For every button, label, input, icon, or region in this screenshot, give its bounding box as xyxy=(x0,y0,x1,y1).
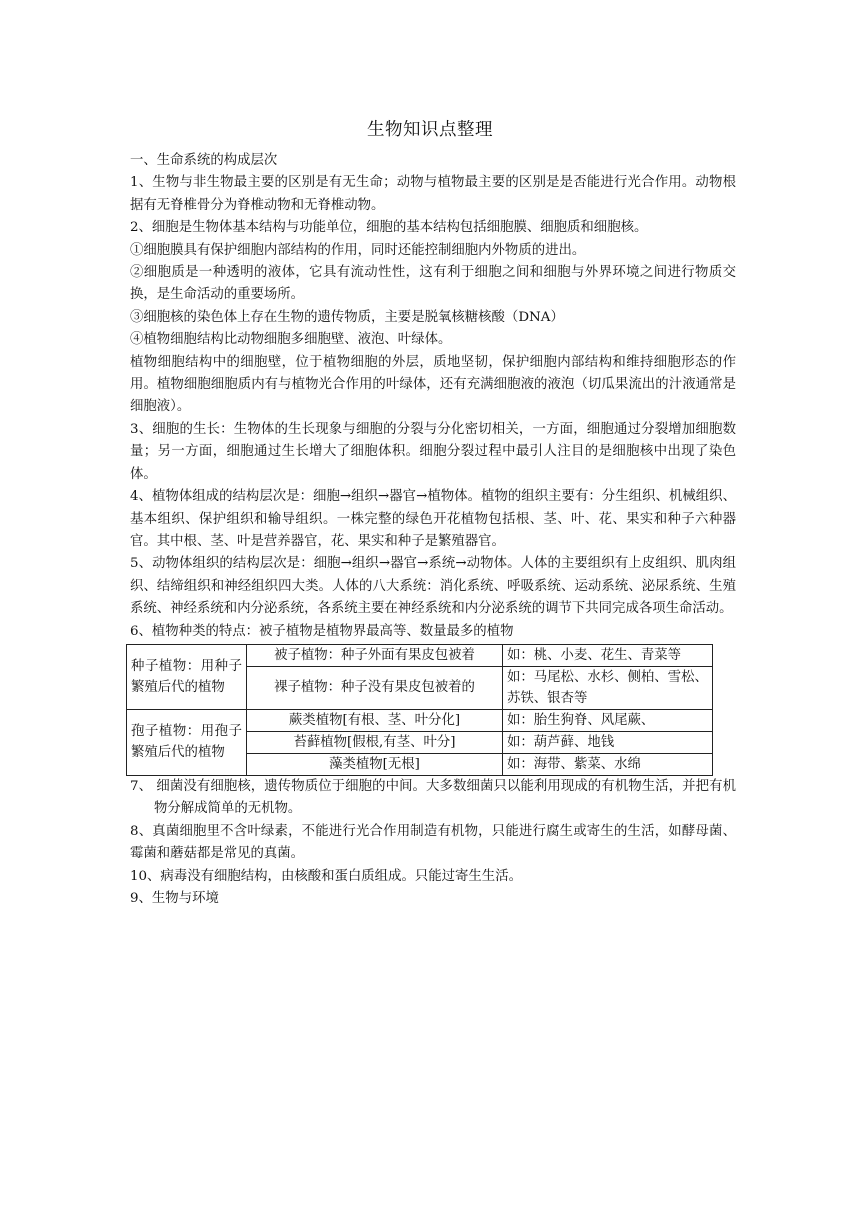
plant-type-cell: 蕨类植物[有根、茎、叶分化] xyxy=(247,709,503,731)
paragraph: 6、植物种类的特点：被子植物是植物界最高等、数量最多的植物 xyxy=(130,623,514,639)
paragraph: 4、植物体组成的结构层次是：细胞→组织→器官→植物体。植物的组织主要有：分生组织、机械组织、基本组织、保护组织和输导组织。一株完整的绿色开花植物包括根、茎、叶、花、果实和种子六种器官。其中根、茎、叶是营养器官，花、果实和种子是繁殖器官。 xyxy=(130,489,736,549)
paragraph: ②细胞质是一种透明的液体，它具有流动性性，这有利于细胞之间和细胞与外界环境之间进行物质交换，是生命活动的重要场所。 xyxy=(130,265,736,303)
paragraph: 3、细胞的生长：生物体的生长现象与细胞的分裂与分化密切相关，一方面，细胞通过分裂增加细胞数量；另一方面，细胞通过生长增大了细胞体积。细胞分裂过程中最引人注目的是细胞核中出现了染色体。 xyxy=(130,421,736,482)
paragraph: 5、动物体组织的结构层次是：细胞→组织→器官→系统→动物体。人体的主要组织有上皮组织、肌肉组织、结缔组织和神经组织四大类。人体的八大系统：消化系统、呼吸系统、运动系统、泌尿系统、生殖系统、神经系统和内分泌系统，各系统主要在神经系统和内分泌系统的调节下共同完成各项生命活动。 xyxy=(130,556,736,617)
section-heading: 9、生物与环境 xyxy=(130,890,219,906)
document-body xyxy=(130,150,736,910)
paragraph: 植物细胞结构中的细胞壁，位于植物细胞的外层，质地坚韧，保护细胞内部结构和维持细胞形态的作用。植物细胞细胞质内有与植物光合作用的叶绿体，还有充满细胞液的液泡（切瓜果流出的汁液通常是细胞液）。 xyxy=(130,354,736,415)
section-heading: 一、生命系统的构成层次 xyxy=(130,153,278,168)
spore-plants-cell: 孢子植物：用孢子繁殖后代的植物 xyxy=(127,709,247,775)
table-row xyxy=(127,644,713,666)
plant-type-cell: 裸子植物：种子没有果皮包被着的 xyxy=(247,666,503,709)
page-title: 生物知识点整理 xyxy=(367,120,493,140)
plant-types-table xyxy=(126,644,713,776)
examples-cell: 如：胎生狗脊、风尾蕨、 xyxy=(503,709,713,731)
examples-cell: 如：葫芦藓、地钱 xyxy=(503,731,713,753)
seed-plants-cell: 种子植物：用种子繁殖后代的植物 xyxy=(127,644,247,709)
examples-cell: 如：马尾松、水杉、侧柏、雪松、苏铁、银杏等 xyxy=(503,666,713,709)
paragraph: ③细胞核的染色体上存在生物的遗传物质，主要是脱氧核糖核酸（DNA） xyxy=(130,309,564,325)
paragraph: ④植物细胞结构比动物细胞多细胞壁、液泡、叶绿体。 xyxy=(130,332,452,348)
plant-type-cell: 藻类植物[无根] xyxy=(247,753,503,775)
paragraph: ①细胞膜具有保护细胞内部结构的作用，同时还能控制细胞内外物质的进出。 xyxy=(130,242,586,258)
table-row xyxy=(127,709,713,731)
paragraph: 1、生物与非生物最主要的区别是有无生命；动物与植物最主要的区别是是否能进行光合作用。动物根据有无脊椎骨分为脊椎动物和无脊椎动物。 xyxy=(130,175,736,213)
paragraph: 2、细胞是生物体基本结构与功能单位，细胞的基本结构包括细胞膜、细胞质和细胞核。 xyxy=(130,220,648,236)
plant-type-cell: 苔藓植物[假根,有茎、叶分] xyxy=(247,731,503,753)
paragraph: 8、真菌细胞里不含叶绿素，不能进行光合作用制造有机物，只能进行腐生或寄生的生活，如酵母菌、霉菌和蘑菇都是常见的真菌。 xyxy=(130,823,736,862)
examples-cell: 如：桃、小麦、花生、青菜等 xyxy=(503,644,713,666)
examples-cell: 如：海带、紫菜、水绵 xyxy=(503,753,713,775)
plant-type-cell: 被子植物：种子外面有果皮包被着 xyxy=(247,644,503,666)
paragraph: 10、病毒没有细胞结构，由核酸和蛋白质组成。只能过寄生生活。 xyxy=(130,868,522,884)
paragraph: 7、 细菌没有细胞核，遗传物质位于细胞的中间。大多数细菌只以能利用现成的有机物生活，并把有机物分解成简单的无机物。 xyxy=(130,778,736,817)
